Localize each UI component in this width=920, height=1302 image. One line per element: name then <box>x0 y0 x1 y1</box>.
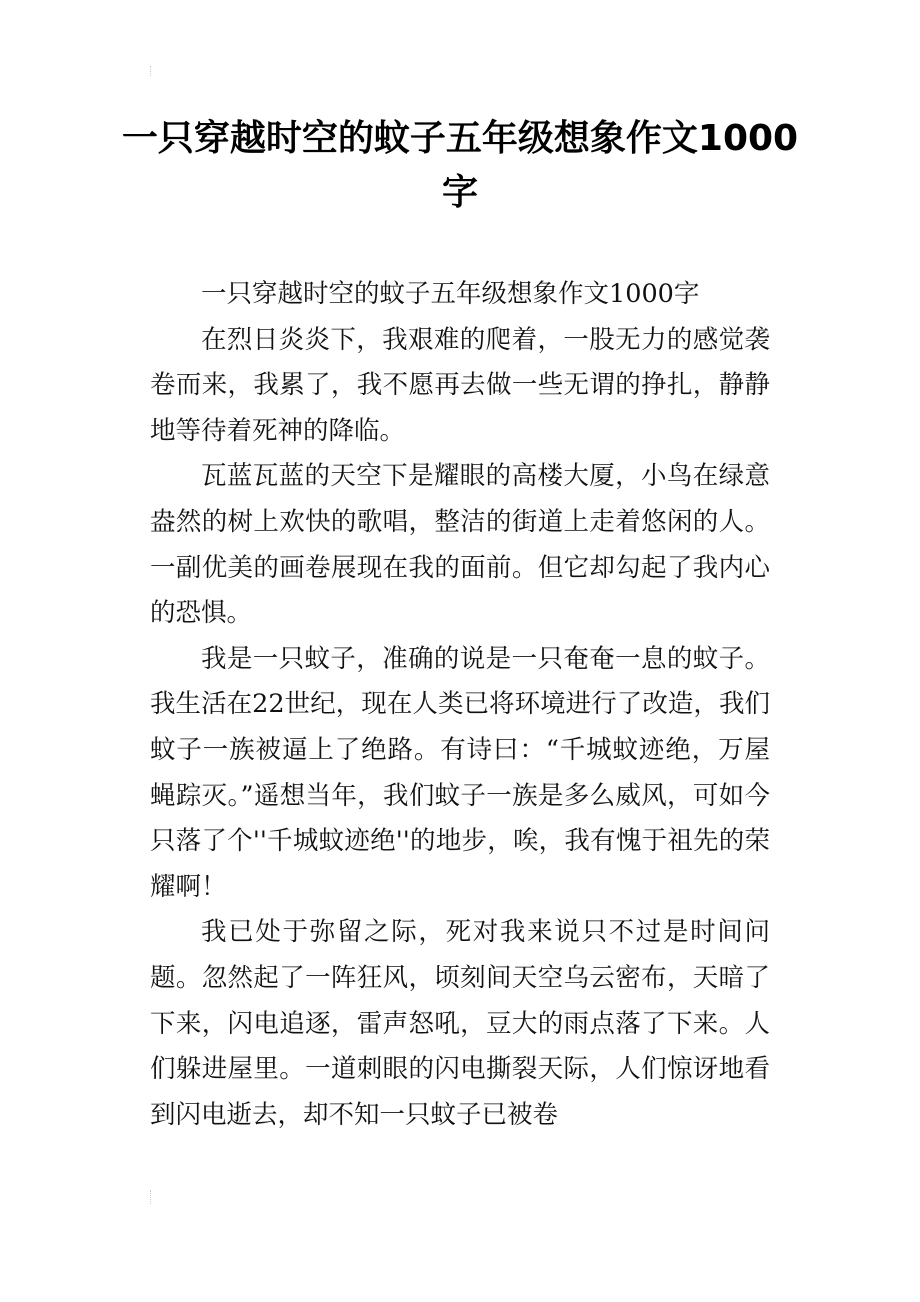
paragraph-2: 瓦蓝瓦蓝的天空下是耀眼的高楼大厦，小鸟在绿意盎然的树上欢快的歌唱，整洁的街道上走着悠闲的人。一副优美的画卷展现在我的面前。但它却勾起了我内心的恐惧。 <box>150 461 770 629</box>
paragraph-subtitle: 一只穿越时空的蚊子五年级想象作文1000字 <box>201 279 700 309</box>
corner-mark-bottom <box>150 1190 157 1204</box>
document-body <box>150 272 770 1138</box>
paragraph-3: 我是一只蚊子，准确的说是一只奄奄一息的蚊子。我生活在22世纪，现在人类已将环境进行了改造，我们蚊子一族被逼上了绝路。有诗曰：“千城蚊迹绝，万屋蝇踪灭。”遥想当年，我们蚊子一族是多么威风，可如今只落了个''千城蚊迹绝''的地步，唉，我有愧于祖先的荣耀啊！ <box>150 643 770 902</box>
paragraph-1: 在烈日炎炎下，我艰难的爬着，一股无力的感觉袭卷而来，我累了，我不愿再去做一些无谓的挣扎，静静地等待着死神的降临。 <box>150 324 770 446</box>
corner-mark-top <box>150 66 157 76</box>
document-title: 一只穿越时空的蚊子五年级想象作文1000字 <box>121 118 799 213</box>
paragraph-4: 我已处于弥留之际，死对我来说只不过是时间问题。忽然起了一阵狂风，顷刻间天空乌云密布，天暗了下来，闪电追逐，雷声怒吼，豆大的雨点落了下来。人们躲进屋里。一道刺眼的闪电撕裂天际，人们惊讶地看到闪电逝去，却不知一只蚊子已被卷 <box>150 917 770 1130</box>
